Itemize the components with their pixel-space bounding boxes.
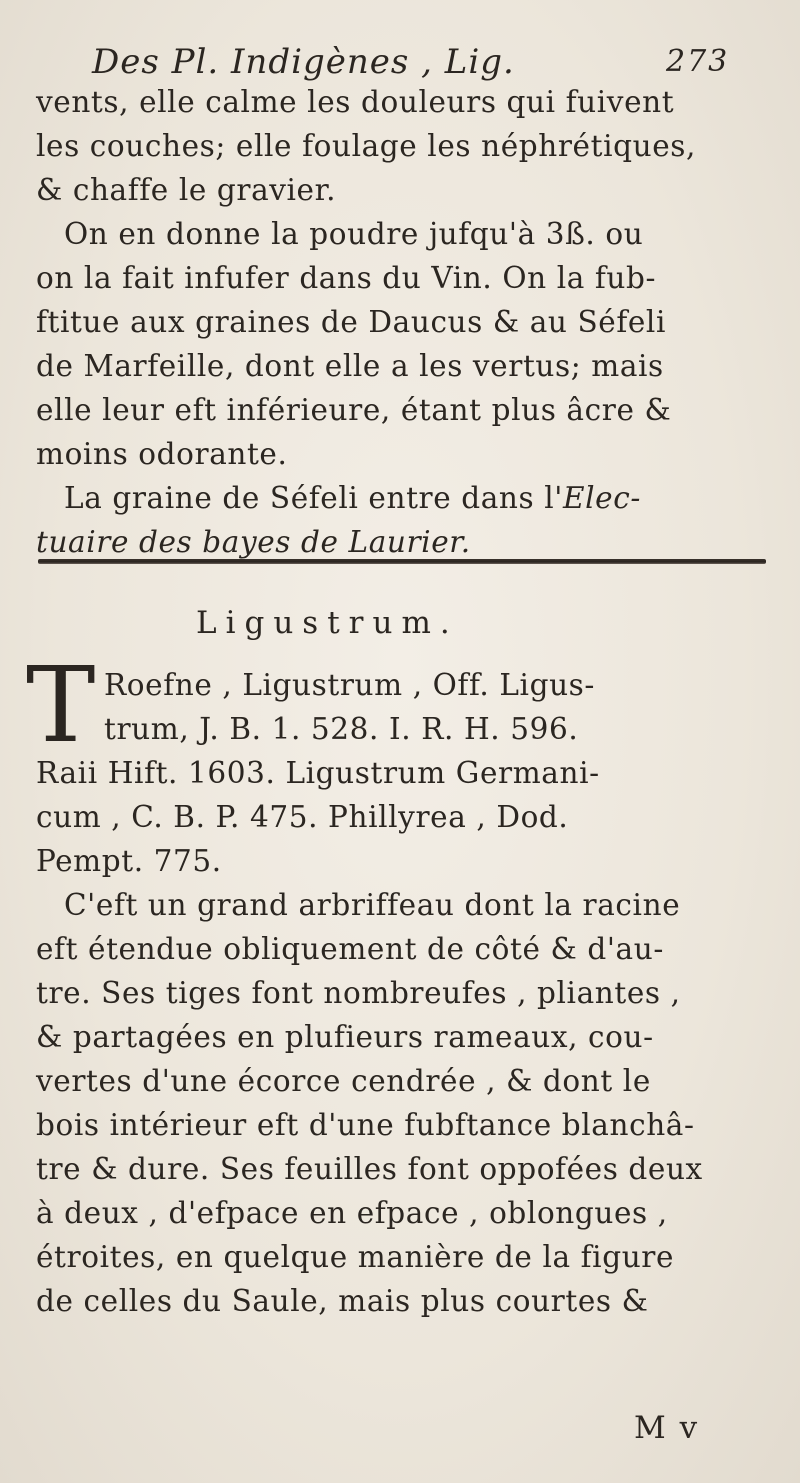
section-title: Ligustrum. bbox=[196, 605, 459, 641]
text-line: à deux , d'efpace en efpace , oblongues , bbox=[36, 1196, 668, 1230]
text-line: étroites, en quelque manière de la figure bbox=[36, 1240, 675, 1274]
section-divider bbox=[38, 559, 766, 564]
text-line: eft étendue obliquement de côté & d'au- bbox=[36, 932, 664, 966]
text-line: On en donne la poudre jufqu'à 3ß. ou bbox=[64, 217, 644, 251]
text-line: vertes d'une écorce cendrée , & dont le bbox=[36, 1064, 651, 1098]
italic-run: Elec- bbox=[563, 481, 641, 515]
text-line: & chaffe le gravier. bbox=[36, 173, 337, 207]
page-number: 273 bbox=[666, 44, 730, 79]
text-line: de Marfeille, dont elle a les vertus; mais bbox=[36, 349, 664, 383]
text-line: on la fait infufer dans du Vin. On la fub- bbox=[36, 261, 657, 295]
text-line: moins odorante. bbox=[36, 437, 288, 471]
synonym-line: trum, J. B. 1. 528. I. R. H. 596. bbox=[104, 712, 579, 746]
synonym-line: Roefne , Ligustrum , Off. Ligus- bbox=[104, 668, 595, 702]
text-line: ftitue aux graines de Daucus & au Séfeli bbox=[36, 305, 666, 339]
text-line: C'eft un grand arbriffeau dont la racine bbox=[64, 888, 681, 922]
catchword: M v bbox=[634, 1410, 700, 1446]
text-line: vents, elle calme les douleurs qui fuivent bbox=[36, 85, 675, 119]
text-line: tre. Ses tiges font nombreufes , pliantes , bbox=[36, 976, 681, 1010]
text-line: les couches; elle foulage les néphrétiques, bbox=[36, 129, 696, 163]
drop-capital: T bbox=[26, 644, 96, 766]
text-line: tre & dure. Ses feuilles font oppofées deux bbox=[36, 1152, 703, 1186]
running-title: Des Pl. Indigènes , Lig. bbox=[92, 42, 515, 82]
text-line bbox=[64, 476, 800, 520]
synonym-line: cum , C. B. P. 475. Phillyrea , Dod. bbox=[36, 800, 569, 834]
text-line: & partagées en plufieurs rameaux, cou- bbox=[36, 1020, 654, 1054]
italic-text-line: tuaire des bayes de Laurier. bbox=[36, 525, 471, 559]
synonym-line: Raii Hift. 1603. Ligustrum Germani- bbox=[36, 756, 600, 790]
text-line: elle leur eft inférieure, étant plus âcre & bbox=[36, 393, 672, 427]
text-run: La graine de Séfeli entre dans l' bbox=[64, 481, 563, 515]
synonym-line: Pempt. 775. bbox=[36, 844, 222, 878]
text-line: de celles du Saule, mais plus courtes & bbox=[36, 1284, 649, 1318]
text-line: bois intérieur eft d'une fubftance blanchâ- bbox=[36, 1108, 695, 1142]
